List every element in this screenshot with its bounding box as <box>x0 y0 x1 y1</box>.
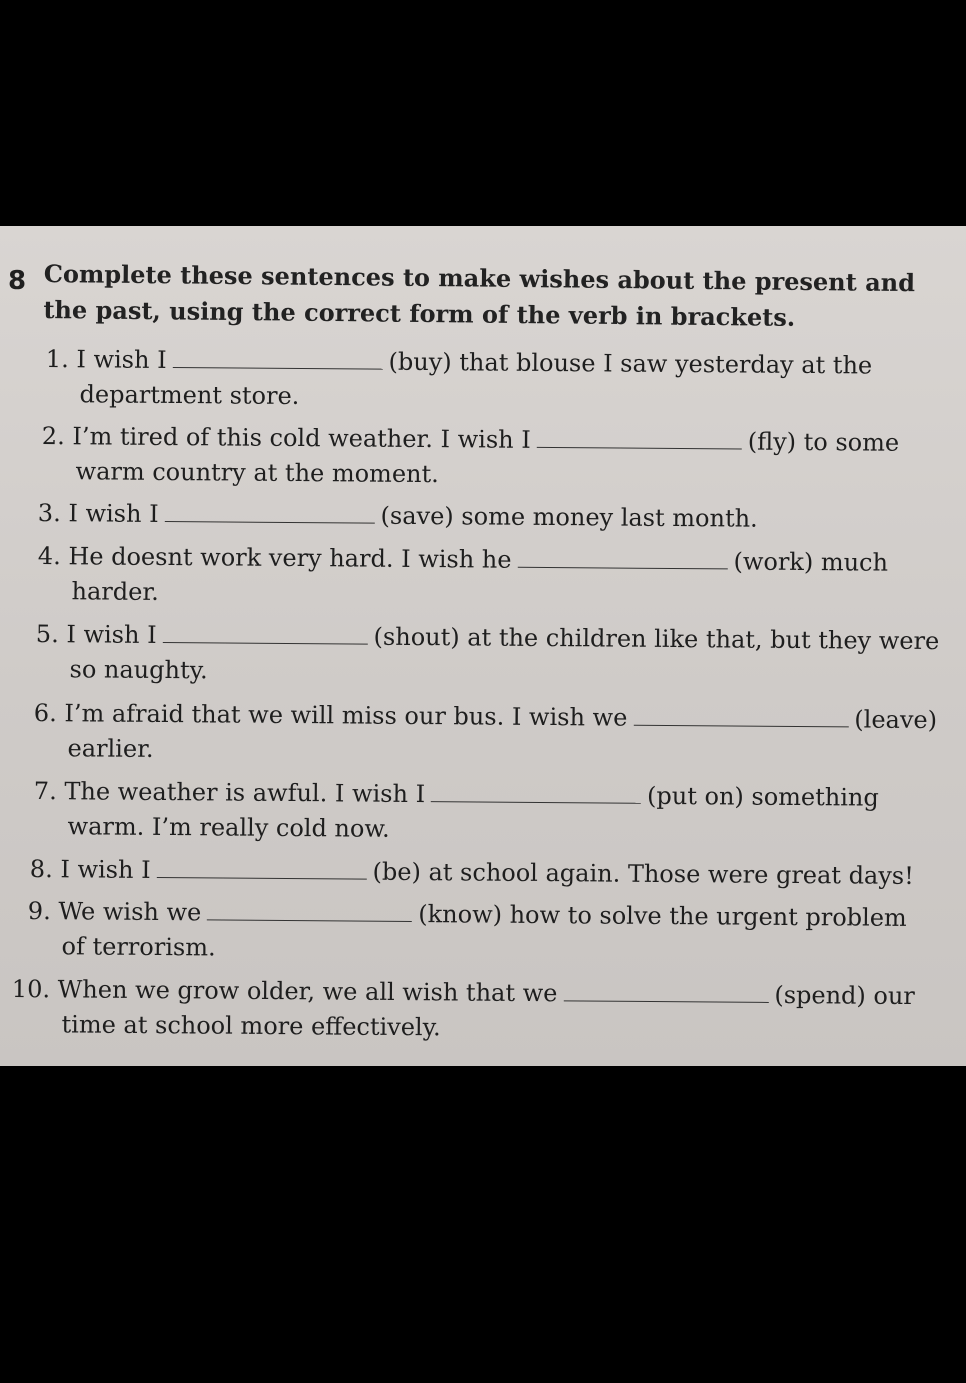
exercise-number: 8 <box>8 266 27 296</box>
item-text-continued: time at school more effectively. <box>61 1010 441 1042</box>
item-text-continued: warm. I’m really cold now. <box>67 812 390 843</box>
item-text-before: I wish I <box>60 855 151 884</box>
item-text-after: (fly) to some <box>747 427 900 457</box>
item-text-before: I wish I <box>76 345 167 374</box>
item-text-before: When we grow older, we all wish that we <box>57 975 558 1008</box>
item-number: 9. <box>27 896 51 926</box>
list-item <box>35 617 939 694</box>
list-item <box>11 972 915 1049</box>
list-item <box>37 539 888 616</box>
exercise-instruction: Complete these sentences to make wishes about the present and the past, using the correct form of the verb in brackets. <box>43 258 916 332</box>
answer-blank[interactable] <box>537 425 742 450</box>
answer-blank[interactable] <box>563 978 768 1003</box>
item-number: 2. <box>41 421 65 451</box>
list-item <box>41 419 899 496</box>
item-text-before: I’m afraid that we will miss our bus. I wish we <box>64 699 628 732</box>
item-text-before: He doesnt work very hard. I wish he <box>68 542 512 574</box>
item-text-before: I wish I <box>66 620 157 649</box>
item-text-continued: harder. <box>71 577 159 606</box>
list-item <box>45 342 872 418</box>
item-number: 3. <box>37 498 61 528</box>
textbook-page <box>0 226 966 1066</box>
item-number: 1. <box>45 344 69 374</box>
item-number: 5. <box>35 619 59 649</box>
item-text-continued: of terrorism. <box>61 932 216 962</box>
item-text-after: (save) some money last month. <box>380 501 758 533</box>
item-text-continued: department store. <box>79 380 300 410</box>
item-number: 7. <box>33 776 57 806</box>
item-text-after: (be) at school again. Those were great days! <box>372 857 914 890</box>
item-text-after: (work) much <box>733 547 889 577</box>
item-number: 4. <box>37 541 61 571</box>
list-item <box>27 894 906 971</box>
answer-blank[interactable] <box>163 620 368 645</box>
item-number: 8. <box>29 854 53 884</box>
item-text-continued: so naughty. <box>69 655 208 685</box>
answer-blank[interactable] <box>633 703 848 728</box>
item-number: 6. <box>33 698 57 728</box>
item-text-before: I wish I <box>68 499 159 528</box>
item-number: 10. <box>11 974 51 1004</box>
list-item <box>33 774 878 851</box>
item-text-after: (shout) at the children like that, but they were <box>373 622 940 656</box>
answer-blank[interactable] <box>165 499 375 524</box>
item-text-before: I’m tired of this cold weather. I wish I <box>72 422 531 454</box>
list-item <box>33 696 937 773</box>
item-text-after: (buy) that blouse I saw yesterday at the <box>388 347 873 380</box>
list-item <box>38 496 758 537</box>
answer-blank[interactable] <box>157 855 367 880</box>
answer-blank[interactable] <box>431 779 641 804</box>
item-text-before: We wish we <box>58 897 202 927</box>
item-text-continued: earlier. <box>67 734 154 763</box>
item-text-after: (know) how to solve the urgent problem <box>418 900 907 932</box>
item-text-after: (leave) <box>854 705 938 735</box>
item-text-before: The weather is awful. I wish I <box>64 777 426 809</box>
answer-blank[interactable] <box>173 345 383 370</box>
answer-blank[interactable] <box>207 897 412 922</box>
answer-blank[interactable] <box>517 545 727 570</box>
item-text-continued: warm country at the moment. <box>75 457 439 489</box>
item-text-after: (spend) our <box>774 980 915 1011</box>
item-text-after: (put on) something <box>647 781 879 812</box>
list-item <box>30 852 914 894</box>
